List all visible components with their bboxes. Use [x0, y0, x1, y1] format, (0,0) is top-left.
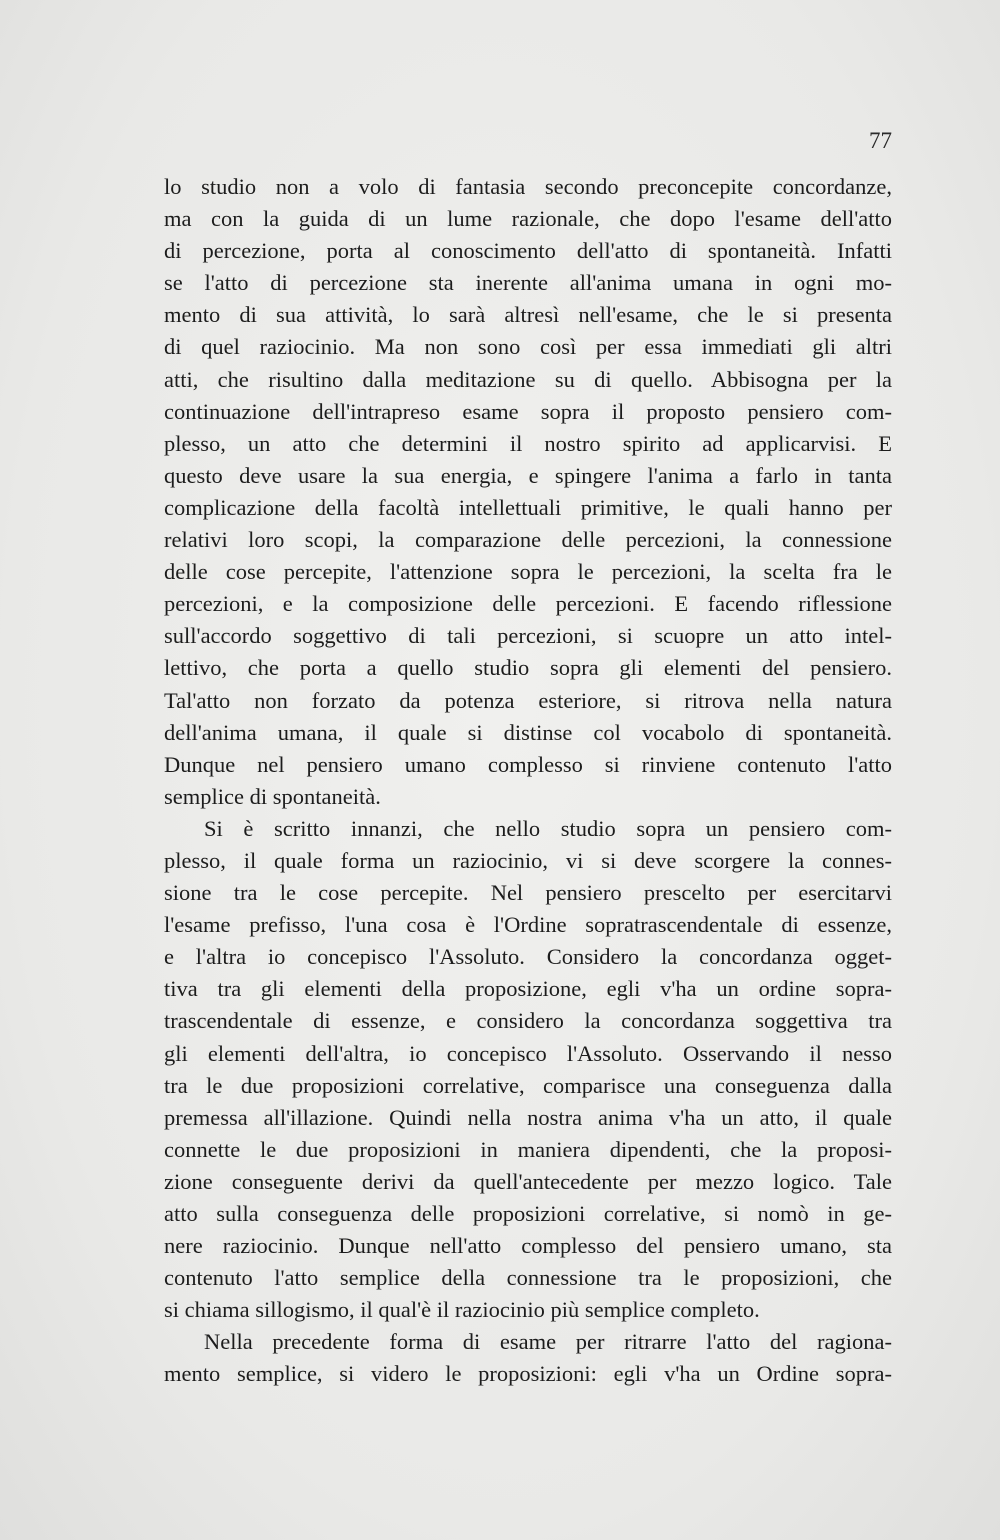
text-line: Nella precedente forma di esame per ritrarre l'atto del ragiona-	[204, 1329, 892, 1355]
text-line: mento semplice, si videro le proposizioni: egli v'ha un Ordine sopra-	[164, 1361, 892, 1387]
text-line: plesso, un atto che determini il nostro spirito ad applicarvisi. E	[164, 430, 892, 456]
page-number: 77	[869, 128, 892, 153]
text-line: continuazione dell'intrapreso esame sopra il proposto pensiero com-	[164, 398, 892, 424]
text-line: lettivo, che porta a quello studio sopra gli elementi del pensiero.	[164, 655, 892, 681]
text-line: premessa all'illazione. Quindi nella nostra anima v'ha un atto, il quale	[164, 1104, 892, 1130]
text-line: ma con la guida di un lume razionale, che dopo l'esame dell'atto	[164, 206, 892, 232]
text-line: tiva tra gli elementi della proposizione, egli v'ha un ordine sopra-	[164, 976, 892, 1002]
text-line: lo studio non a volo di fantasia secondo preconcepite concordanze,	[164, 174, 892, 199]
text-line: Tal'atto non forzato da potenza esteriore, si ritrova nella natura	[164, 687, 892, 713]
text-line: se l'atto di percezione sta inerente all'anima umana in ogni mo-	[164, 270, 892, 296]
text-line: nere raziocinio. Dunque nell'atto complesso del pensiero umano, sta	[164, 1233, 892, 1259]
text-line: sull'accordo soggettivo di tali percezioni, si scuopre un atto intel-	[164, 623, 892, 649]
text-line: Dunque nel pensiero umano complesso si rinviene contenuto l'atto	[164, 751, 892, 777]
text-line: atti, che risultino dalla meditazione su di quello. Abbisogna per la	[164, 366, 892, 392]
text-line: plesso, il quale forma un raziocinio, vi si deve scorgere la connes-	[164, 847, 892, 873]
text-line: mento di sua attività, lo sarà altresì nell'esame, che le si presenta	[164, 302, 892, 328]
text-line: delle cose percepite, l'attenzione sopra le percezioni, la scelta fra le	[164, 559, 892, 585]
text-line: dell'anima umana, il quale si distinse col vocabolo di spontaneità.	[164, 719, 892, 745]
text-line: trascendentale di essenze, e considero la concordanza soggettiva tra	[164, 1008, 892, 1034]
text-line: Si è scritto innanzi, che nello studio sopra un pensiero com-	[204, 815, 892, 841]
text-line: sione tra le cose percepite. Nel pensiero prescelto per esercitarvi	[164, 880, 892, 906]
text-line: tra le due proposizioni correlative, comparisce una conseguenza dalla	[164, 1072, 892, 1098]
text-line: connette le due proposizioni in maniera dipendenti, che la proposi-	[164, 1136, 892, 1162]
text-line: semplice di spontaneità.	[164, 783, 381, 809]
text-line: atto sulla conseguenza delle proposizioni correlative, si nomò in ge-	[164, 1201, 892, 1226]
text-line: l'esame prefisso, l'una cosa è l'Ordine sopratrascendentale di essenze,	[164, 912, 892, 938]
text-line: di percezione, porta al conoscimento dell'atto di spontaneità. Infatti	[164, 238, 892, 264]
text-line: percezioni, e la composizione delle percezioni. E facendo riflessione	[164, 591, 892, 617]
text-line: si chiama sillogismo, il qual'è il raziocinio più semplice completo.	[164, 1297, 760, 1323]
body-text	[164, 171, 892, 1391]
text-line: zione conseguente derivi da quell'antecedente per mezzo logico. Tale	[164, 1168, 892, 1194]
text-line: questo deve usare la sua energia, e spingere l'anima a farlo in tanta	[164, 462, 892, 488]
text-line: gli elementi dell'altra, io concepisco l'Assoluto. Osservando il nesso	[164, 1040, 892, 1066]
text-line: complicazione della facoltà intellettuali primitive, le quali hanno per	[164, 494, 892, 520]
text-line: e l'altra io concepisco l'Assoluto. Considero la concordanza ogget-	[164, 944, 892, 970]
text-line: contenuto l'atto semplice della connessione tra le proposizioni, che	[164, 1265, 892, 1291]
text-line: relativi loro scopi, la comparazione delle percezioni, la connessione	[164, 527, 892, 553]
text-line: di quel raziocinio. Ma non sono così per essa immediati gli altri	[164, 334, 892, 360]
